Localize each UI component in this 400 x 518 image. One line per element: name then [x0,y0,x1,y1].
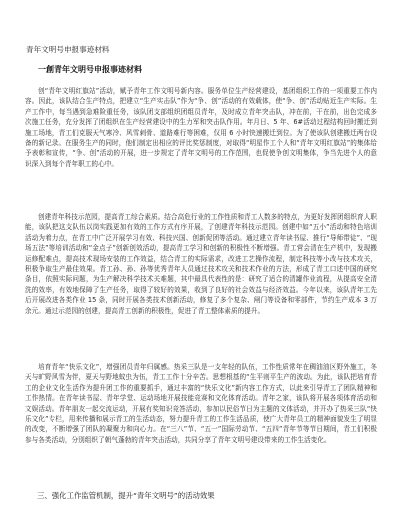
section-heading-3: 三、强化工作监管机制，提升“青年文明号”的活动效果 [37,491,215,500]
paragraph-3: 培育青年“快乐文化”，增强团员青年归属感。热采三队是一支年轻的队伍，工作性质常年在稠油油区野外施工，冬天与旷野风雪为伴，夏天与野地蚊虫为伍，青工工作十分辛苦。思想根基的“生平则平生产的波动。为此，该队把培育青工的企业文化生活作为提升团工作的重要抓手，通过丰富的“快乐文化”新内容工作方式，以此来引导青工了团队精神和工作热情。在青年读书屋、青年学堂、运动场地开展技能竞赛和文化体育活动。青年之家，该队将开展各项体育活动和文娱活动。青年朋友一起交流运动，开展有奖知识竞答活动，参加以民俗节日为主题的文体活动，并开办了热采三队“快乐文化”专栏，用来传播和展示青工的生活动态，努力提升青工的工作生活品质，使广大青年员工的精神面貌发生了明显的改变，不断增强了团队的凝聚力和向心力。在“三八”节、“五一”国际劳动节、“五四”青年节等节日期间，青工们积极参与各类活动，分别组织了朝气蓬勃的青年突击活动，共同分享了青年文明号建设带来的工作生活变化。 [25,363,377,444]
document-title: 青年文明号申报事迹材料 [26,45,110,54]
paragraph-2: 创建青年科技示范园，提高青工综合素质。结合高危行业的工作性质和青工人数多的特点，为更好发挥团组织育人职能，该队把这支队伍以岗实践更加有效的工作方式有序开展，了创建青年科技示范园。创建中如“五小”活动和特色培训活动为着力点，在青工中广泛开展学习有效、科技兴国、创新促团等活动。通过建立青年读书屋、推行“导师带徒”、“现场五法”等培训活动和“金点子”创新创效活动，提高青工学习和创新的积极性不断增强。青工营会清在生产机中，发现搬运修配难点，提高技术现场安装的工作效益，结合青工的实际需求，改进工艺操作流程，制定科技等小改与技术攻关，积极争取生产最佳效果。青工孙、孙、孙等优秀青年人员通过技术攻关和技术作业的方法，形成了青工口述中国的研究条目，依照实际问题，为生产解决科学技术关难题，其中最具代表性的是：研究了适合的清罐作业流程，从提高安全清洗的效率，有效地保障了生产任务，取得了较好的效果，收到了良好的社会效益与经济效益。今年以来，该队青年工先后开展改进各类作业 15 条，同时开展各类技术创新活动，修复了多个复杂、闸门等设备和零部件，节约生产成本 3 万余元。通过示范园的创建，提高青工创新的积极性，促进了青工整体素质的提升。 [25,213,377,315]
section-heading-1: 一創青年文明号申报事迹材料 [38,65,142,74]
paragraph-1: 创“青年文明红旗站”活动，赋予青年工作文明号新内容。服务单位生产经营建设，基团组织工作的一项重要工作内容。因此，该队结合生产特点，把建立“生产实击队”作为“争、创”活动的有效载体，使“争、创”活动贴近生产实际。生产工作中，每当遇到急难险重任务，该队团支部组织团组员青年，及时成立青年突击队，冲在前，干在前，出色完成多次施工任务，充分发挥了团组织在生产经营建设中的生力军和突击队作用。年月日、5 年、6#活动过程结构回时搬迁到施工场地，青工们克服天气寒冷、风雪刺骨、道路难行等困难，仅用 6 小时快速搬迁到位。为了使该队创建搬迁两台设备的新记录。在服务生产的同时，他们制定出相应的评比奖惩制度，对取得“明星作工个人和“青年文明红旗站”的集体给予表彰和宣传，“争、创”活动的开展，进一步规定了青年文明号的工作范围，也促使争创文明集体，争当先进个人的意识深入到每个青年职工的心中。 [25,87,377,168]
